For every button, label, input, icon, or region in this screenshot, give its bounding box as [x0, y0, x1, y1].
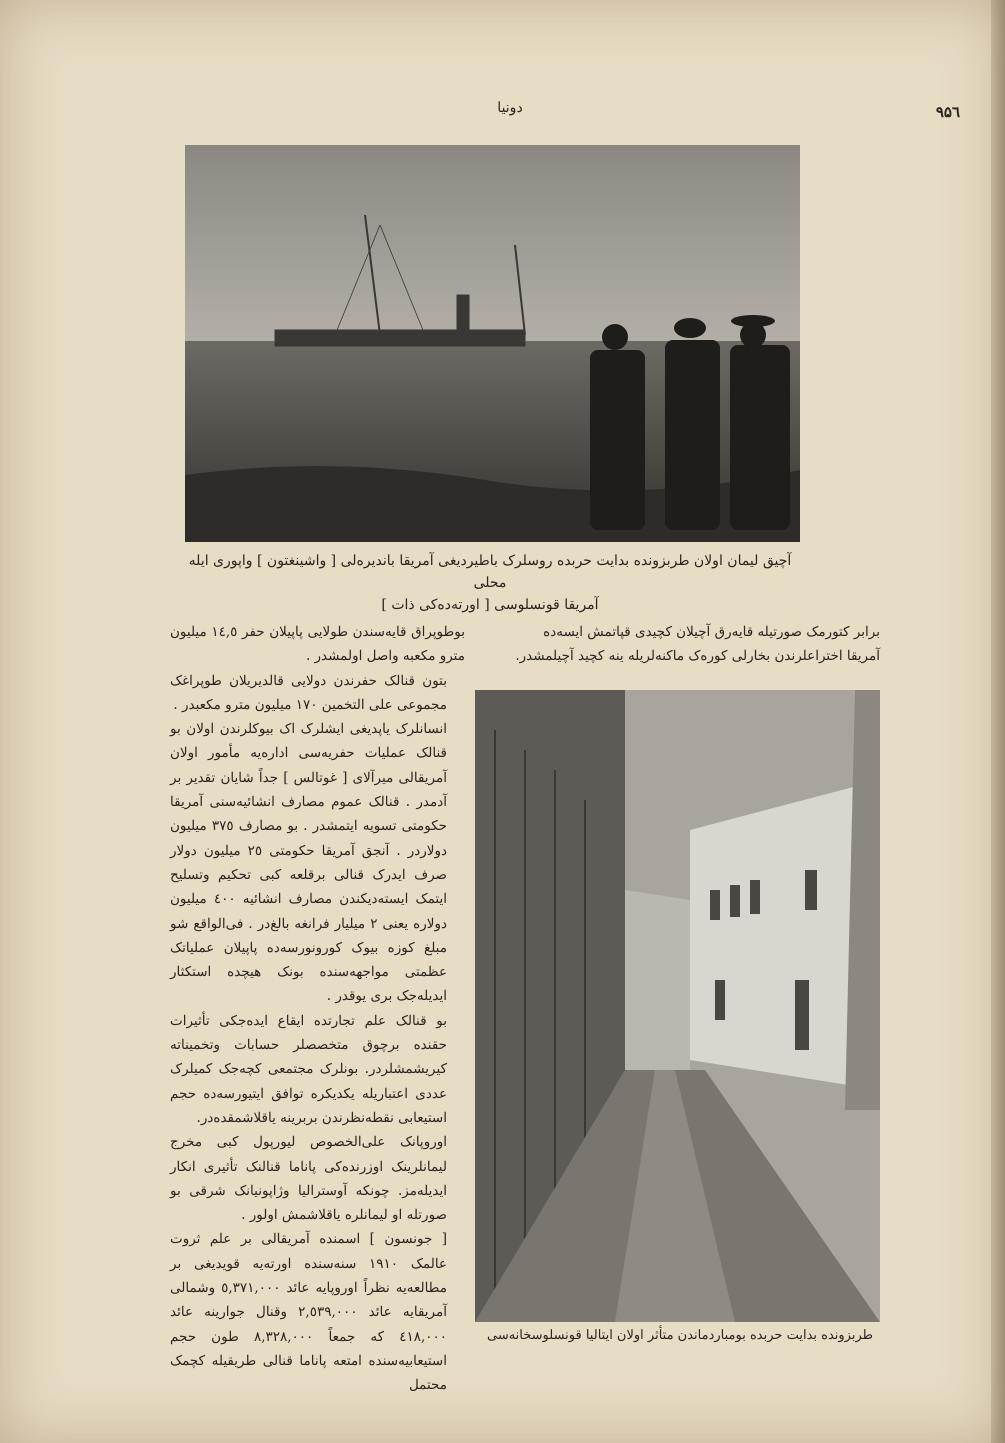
harbor-caption-line-2: آمریقا قونسلوسی [ اورته‌ده‌کی ذات ] — [381, 597, 599, 613]
right-column-line-1: برابر کتورمک صورتیله قایه‌رق آچیلان کچیدی قپاتمش ایسه‌ده — [543, 624, 880, 640]
right-column-line-2: آمریقا اختراعلرندن بخارلی کوره‌ک ماکنه‌لریله ینه کچید آچیلمشدر. — [515, 648, 880, 665]
street-photo — [475, 690, 880, 1322]
paragraph-1: بوطوپراق قایه‌سندن طولایی پاپیلان حفر ۱٤,٥ میلیون مترو مکعبه واصل اولمشدر . — [170, 624, 466, 665]
running-header-title: دونیا — [497, 100, 523, 116]
right-column-top-text — [505, 620, 880, 669]
harbor-photo-caption — [175, 550, 805, 616]
harbor-photo — [185, 145, 800, 542]
paragraph-6: [ جونسون ] اسمنده آمریقالی بر علم ثروت عالمک ۱۹۱۰ سنه‌سنده اورته‌یه قویدیغی بر مطالعه‌یه نظراً اوروپایه عائد ٥,۳۷۱,۰۰۰ وشمالی آمریقایه عائد ۲,٥۳۹,۰۰۰ وقنال جوارینه عائد ٤۱۸,۰۰۰ که جمعاً ۸,۳۲۸,۰۰۰ طون حجم استیعابیه‌سنده امتعه پاناما قنالی طریقیله کچمک محتمل — [170, 1231, 447, 1394]
paragraph-2: بتون قنالک حفرندن دولایی قالدیریلان طوپراغک مجموعی علی التخمین ۱۷۰ میلیون مترو مکعبدر . — [170, 672, 447, 713]
book-spine-edge — [991, 0, 1005, 1443]
street-photo-caption: طربزونده بدایت حربده بومباردماندن متأثر اولان ایتالیا قونسلوسخانه‌سی — [486, 1328, 873, 1343]
left-body-column — [170, 620, 465, 1398]
paragraph-3: انسانلرک یاپدیغی ایشلرک اک بیوکلرندن اولان بو قنالک عملیات حفریه‌سی اداره‌یه مأمور اولان آمریقالی میرآلای [ غوتالس ] جداً شایان تقدیر بر آدمدر . قنالک عموم مصارف انشائیه‌سنی آمریقا حکومتی تسویه ایتمشدر . بو مصارف ۳۷٥ میلیون دولاردر . آنجق آمریقا حکومتی ۲٥ میلیون دولار صرف ایدرک قنالی برقلعه کبی تحکیم وتسلیح ایتمک ایسته‌دیکندن مصارف انشائیه ٤۰۰ میلیون دولاره یعنی ۲ میلیار فرانغه بالغ‌در . فی‌الواقع شو مبلغ کوزه بیوک کورونورسه‌ده پاپیلان عملیاتک عظمتی مواجهه‌سنده بونک هیچده استکثار ایدیله‌جک بری یوقدر . — [170, 721, 447, 1005]
paragraph-4: بو قنالک علم تجارتده ایقاع ایده‌جکی تأثیرات حقنده برچوق متخصصلر حسابات وتخمیناته کیریشمشلردر. بونلرک مجتمعی کچه‌جک کمیلرک عددی اعتباریله یکدیکره توافق ایتیورسه‌ده حجم استیعابی نقطه‌نظرندن بربرینه یاقلاشمقده‌در. — [170, 1012, 447, 1126]
page-number: ۹۵٦ — [935, 103, 960, 121]
harbor-caption-line-1: آچیق لیمان اولان طربزونده بدایت حربده روسلرک باطیردیغی آمریقا باندیره‌لی [ واشینغتون ] واپوری ایله محلی — [188, 553, 792, 591]
paragraph-5: اوروپانک علی‌الخصوص لیورپول کبی مخرج لیمانلرینک اوزرنده‌کی پاناما قنالنک تأثیری انکار ایدیله‌مز. چونکه آوستراليا وژاپونیانک شرقی بو صورتله او لیمانلره یاقلاشمش اولور . — [170, 1134, 447, 1224]
